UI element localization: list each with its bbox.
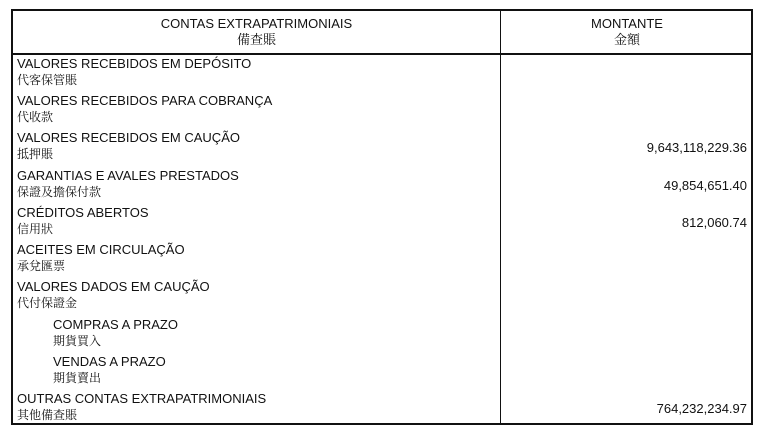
account-name-pt: VALORES RECEBIDOS PARA COBRANÇA: [17, 93, 273, 108]
account-label: [17, 242, 185, 274]
account-name-pt: OUTRAS CONTAS EXTRAPATRIMONIAIS: [17, 391, 267, 406]
account-name-zh: 抵押賬: [17, 147, 54, 161]
account-name-zh: 代收款: [17, 110, 54, 124]
account-name-zh: 其他備查賬: [17, 408, 78, 422]
amount-value: 812,060.74: [681, 215, 747, 230]
amount-value: 9,643,118,229.36: [646, 140, 747, 155]
account-name-zh: 代付保證金: [17, 296, 78, 310]
account-name-zh: 保證及擔保付款: [17, 185, 102, 199]
account-name-zh: 期貨買入: [53, 334, 102, 348]
account-name-zh: 期貨賣出: [53, 371, 102, 385]
account-name-zh: 代客保管賬: [17, 73, 78, 87]
account-name-pt: COMPRAS A PRAZO: [53, 317, 178, 332]
account-label: [53, 317, 178, 349]
header-amount: [501, 11, 753, 53]
account-label: [17, 205, 149, 237]
account-name-pt: VALORES RECEBIDOS EM CAUÇÃO: [17, 130, 240, 145]
column-divider: [500, 11, 501, 423]
header-amount-pt: MONTANTE: [591, 16, 663, 31]
account-label: [17, 279, 210, 311]
header-amount-zh: 金額: [613, 32, 640, 47]
header-accounts-pt: CONTAS EXTRAPATRIMONIAIS: [160, 16, 353, 31]
account-name-pt: VENDAS A PRAZO: [53, 354, 166, 369]
account-name-pt: CRÉDITOS ABERTOS: [17, 205, 149, 220]
account-name-zh: 承兌匯票: [17, 259, 66, 273]
amount-value: 764,232,234.97: [656, 401, 747, 416]
account-name-pt: ACEITES EM CIRCULAÇÃO: [17, 242, 185, 257]
account-label: [17, 168, 239, 200]
account-name-zh: 信用狀: [17, 222, 54, 236]
account-label: [53, 354, 166, 386]
account-label: [17, 56, 251, 88]
account-name-pt: VALORES DADOS EM CAUÇÃO: [17, 279, 210, 294]
account-label: [17, 391, 266, 423]
account-label: [17, 130, 240, 162]
amount-value: 49,854,651.40: [663, 178, 747, 193]
account-name-pt: GARANTIAS E AVALES PRESTADOS: [17, 168, 239, 183]
header-accounts-zh: 備查賬: [236, 32, 276, 47]
account-label: [17, 93, 272, 125]
header-accounts: [13, 11, 500, 53]
header-divider: [13, 53, 751, 55]
account-name-pt: VALORES RECEBIDOS EM DEPÓSITO: [17, 56, 252, 71]
off-balance-sheet-table: [11, 9, 753, 425]
